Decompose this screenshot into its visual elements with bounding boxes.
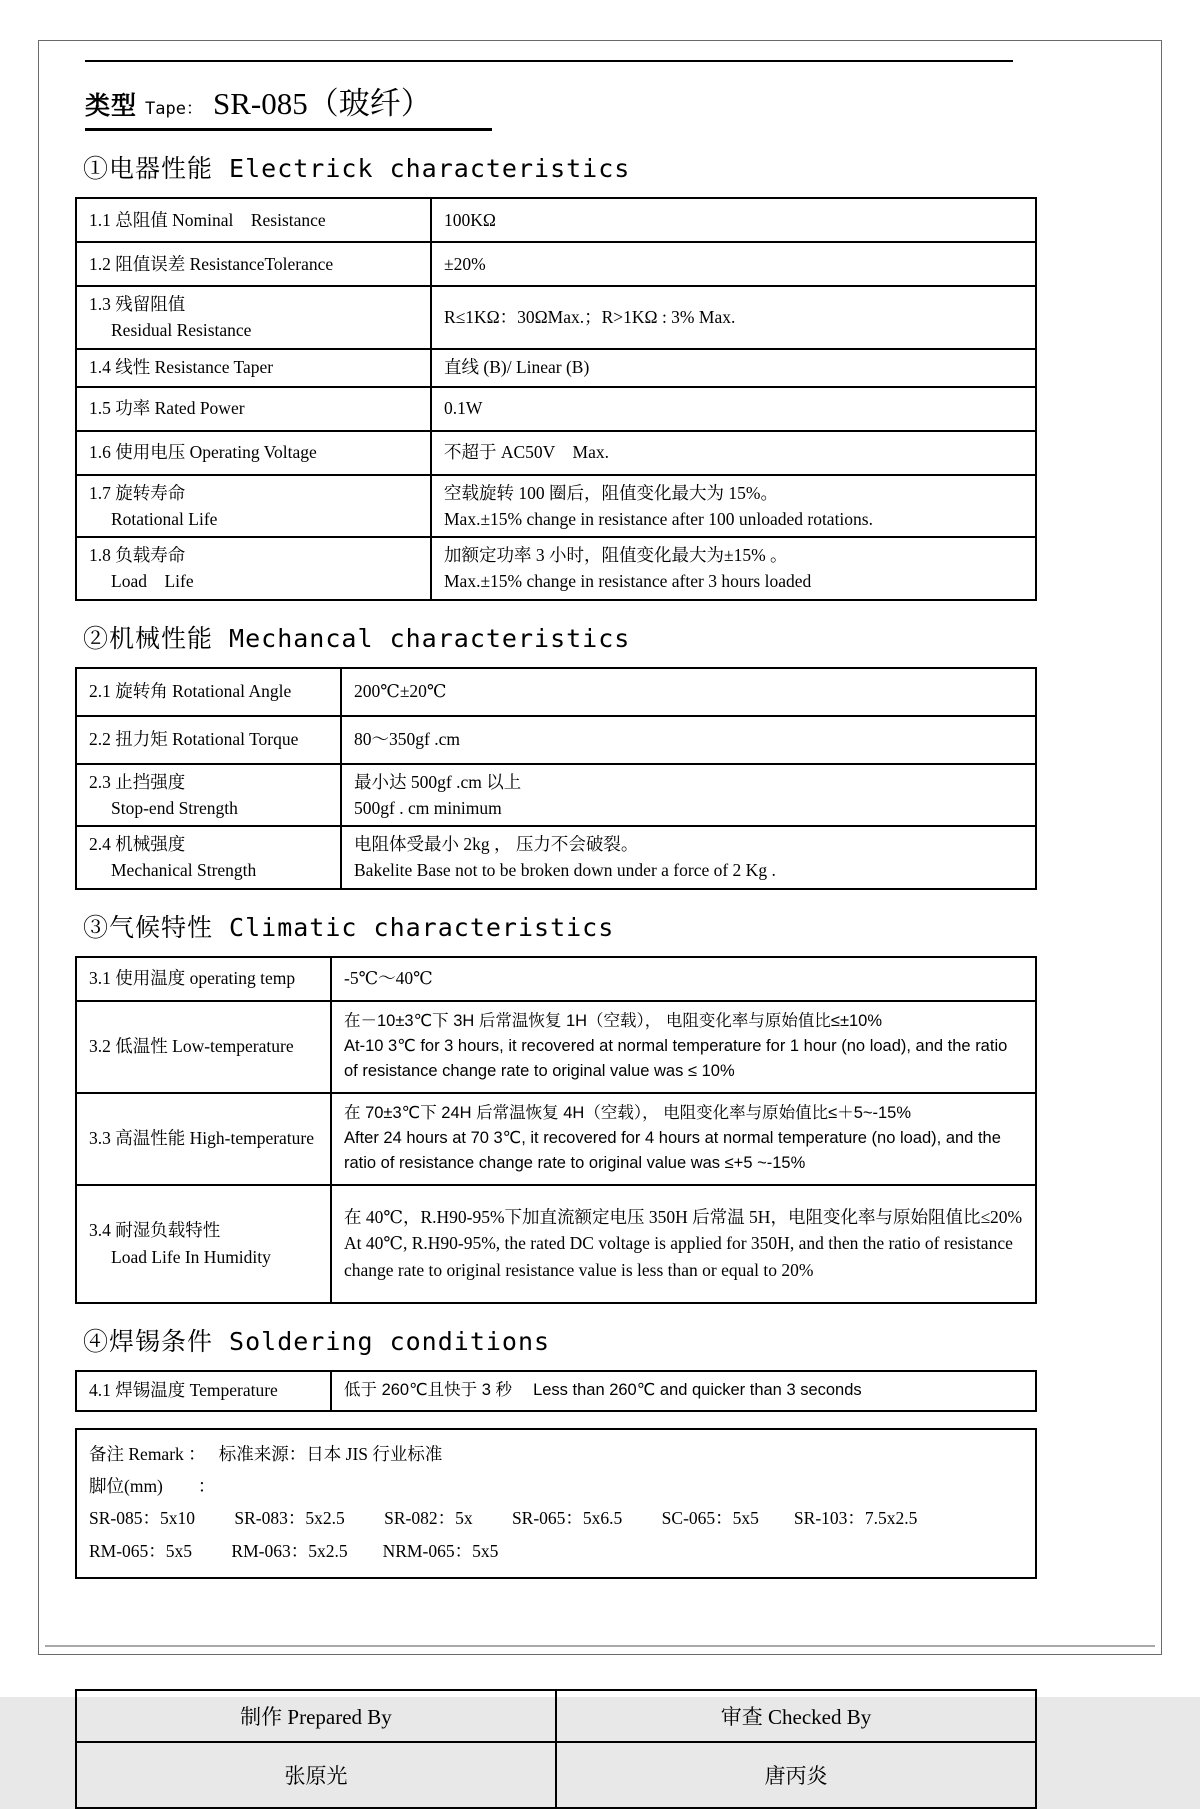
doc-title: [85, 78, 1037, 131]
table-row: [76, 764, 1036, 827]
row-label-en: Rotational Life: [111, 508, 218, 529]
remark-line-pin-sizes-2: RM-065：5x5 RM-063：5x2.5 NRM-065：5x5: [89, 1540, 499, 1561]
table-row: [76, 242, 1036, 286]
row-value: 100KΩ: [444, 209, 496, 230]
bottom-rule: [45, 1645, 1155, 1647]
table-row: [76, 349, 1036, 387]
table-row: [76, 286, 1036, 349]
section-heading-climatic: ③气候特性 Climatic characteristics: [83, 912, 615, 942]
row-label: 3.4 耐湿负载特性: [89, 1220, 221, 1241]
row-value: 低于 260℃且快于 3 秒 Less than 260℃ and quicker than 3 seconds: [344, 1381, 862, 1400]
table-row: [76, 1185, 1036, 1303]
row-label: 3.1 使用温度 operating temp: [89, 968, 296, 989]
row-label: 4.1 焊锡温度 Temperature: [89, 1380, 278, 1401]
row-label: 1.5 功率 Rated Power: [89, 398, 245, 419]
page-content: [75, 40, 1037, 1809]
row-label-en: Load Life In Humidity: [111, 1246, 271, 1267]
row-label: 1.6 使用电压 Operating Voltage: [89, 442, 317, 463]
row-label: 2.3 止挡强度: [89, 771, 186, 792]
row-label-en: Residual Resistance: [111, 320, 252, 341]
row-value: 不超于 AC50V Max.: [444, 442, 609, 463]
prepared-by-name: 张原光: [76, 1742, 556, 1808]
row-label-en: Stop-end Strength: [111, 797, 238, 818]
signoff-name-row: [76, 1742, 1036, 1808]
row-value: 80～350gf .cm: [354, 729, 460, 750]
table-row: [76, 387, 1036, 431]
table-row: [76, 1093, 1036, 1185]
signoff-header-row: [76, 1690, 1036, 1742]
row-label: 1.7 旋转寿命: [89, 482, 186, 503]
row-value: 200℃±20℃: [354, 681, 447, 702]
table-row: [76, 198, 1036, 242]
row-label: 1.2 阻值误差 ResistanceTolerance: [89, 253, 334, 274]
row-value-zh: 电阻体受最小 2kg ， 压力不会破裂。: [354, 834, 639, 854]
climatic-table: [75, 956, 1037, 1304]
row-label-en: Mechanical Strength: [111, 860, 257, 881]
row-value-zh: 在 40℃，R.H90-95%下加直流额定电压 350H 后常温 5H，电阻变化率与原始阻值比≤20%: [344, 1207, 1023, 1228]
remark-line-pins-label: 脚位(mm) ：: [89, 1475, 216, 1496]
mechanical-table: [75, 667, 1037, 890]
row-value-zh: 在－10±3℃下 3H 后常温恢复 1H（空载）， 电阻变化率与原始值比≤±10%: [344, 1012, 883, 1031]
table-row: [76, 957, 1036, 1001]
section-heading-soldering: ④焊锡条件 Soldering conditions: [83, 1326, 551, 1356]
row-value-zh: 在 70±3℃下 24H 后常温恢复 4H（空载）， 电阻变化率与原始值比≤＋5~-15%: [344, 1104, 912, 1123]
table-row: [76, 475, 1036, 538]
row-value-en: At-10 3℃ for 3 hours, it recovered at normal temperature for 1 hour (no load), and the ratio of resistance change rate to original value was ≤ 10%: [344, 1037, 1008, 1080]
row-label-en: Load Life: [111, 571, 194, 592]
row-value-zh: 加额定功率 3 小时，阻值变化最大为±15% 。: [444, 545, 788, 565]
remark-box: [75, 1428, 1037, 1580]
row-value-en: Max.±15% change in resistance after 100 unloaded rotations.: [444, 508, 873, 529]
electrical-table: [75, 197, 1037, 601]
title-model: SR-085（玻纤）: [212, 86, 432, 121]
row-value-zh: 最小达 500gf .cm 以上: [354, 771, 522, 792]
table-row: [76, 431, 1036, 475]
section-heading-electrical: ①电器性能 Electrick characteristics: [83, 154, 631, 183]
row-label: 2.1 旋转角 Rotational Angle: [89, 681, 292, 702]
row-value: ±20%: [444, 253, 486, 274]
remark-line-pin-sizes-1: SR-085：5x10 SR-083：5x2.5 SR-082：5x SR-065：5x6.5 SC-065：5x5 SR-103：7.5x2.5: [89, 1508, 918, 1529]
section-heading-mechanical: ②机械性能 Mechancal characteristics: [83, 623, 631, 653]
row-value-en: Bakelite Base not to be broken down under a force of 2 Kg .: [354, 860, 776, 881]
row-value-en: Max.±15% change in resistance after 3 hours loaded: [444, 571, 812, 592]
checked-by-label: 审查 Checked By: [556, 1690, 1036, 1742]
table-row: [76, 826, 1036, 889]
prepared-by-label: 制作 Prepared By: [76, 1690, 556, 1742]
soldering-table: [75, 1370, 1037, 1412]
row-value-en: At 40℃, R.H90-95%, the rated DC voltage is applied for 350H, and then the ratio of resistance change rate to original resistance value is less than or equal to 20%: [344, 1233, 1013, 1280]
row-value: -5℃～40℃: [344, 968, 433, 989]
top-rule: [85, 60, 1013, 62]
row-label: 2.2 扭力矩 Rotational Torque: [89, 729, 299, 750]
table-row: [76, 668, 1036, 716]
row-label: 3.3 高温性能 High-temperature: [89, 1128, 315, 1149]
signoff-table: [75, 1689, 1037, 1809]
table-row: [76, 1001, 1036, 1093]
row-value-en: 500gf . cm minimum: [354, 797, 502, 818]
checked-by-name: 唐丙炎: [556, 1742, 1036, 1808]
row-label: 1.3 残留阻值: [89, 294, 186, 314]
row-label: 1.1 总阻值 Nominal Resistance: [89, 209, 326, 230]
row-label: 3.2 低温性 Low-temperature: [89, 1036, 294, 1057]
title-type-label: 类型: [85, 93, 138, 120]
title-tape-label: Tape：: [145, 99, 203, 119]
row-value: 0.1W: [444, 398, 483, 419]
row-value-en: After 24 hours at 70 3℃, it recovered for 4 hours at normal temperature (no load), and the ratio of resistance change rate to original value was ≤+5 ~-15%: [344, 1129, 1001, 1172]
doc-title-underline: [85, 78, 492, 131]
table-row: [76, 537, 1036, 600]
row-value: R≤1KΩ：30ΩMax.；R>1KΩ : 3% Max.: [444, 307, 736, 328]
table-row: [76, 716, 1036, 764]
row-value: 直线 (B)/ Linear (B): [444, 357, 590, 378]
row-value-zh: 空载旋转 100 圈后，阻值变化最大为 15%。: [444, 482, 778, 503]
row-label: 1.4 线性 Resistance Taper: [89, 357, 274, 378]
table-row: [76, 1371, 1036, 1411]
row-label: 1.8 负载寿命: [89, 545, 186, 565]
remark-line-source: 备注 Remark ： 标准来源：日本 JIS 行业标准: [89, 1443, 443, 1464]
row-label: 2.4 机械强度: [89, 834, 186, 854]
